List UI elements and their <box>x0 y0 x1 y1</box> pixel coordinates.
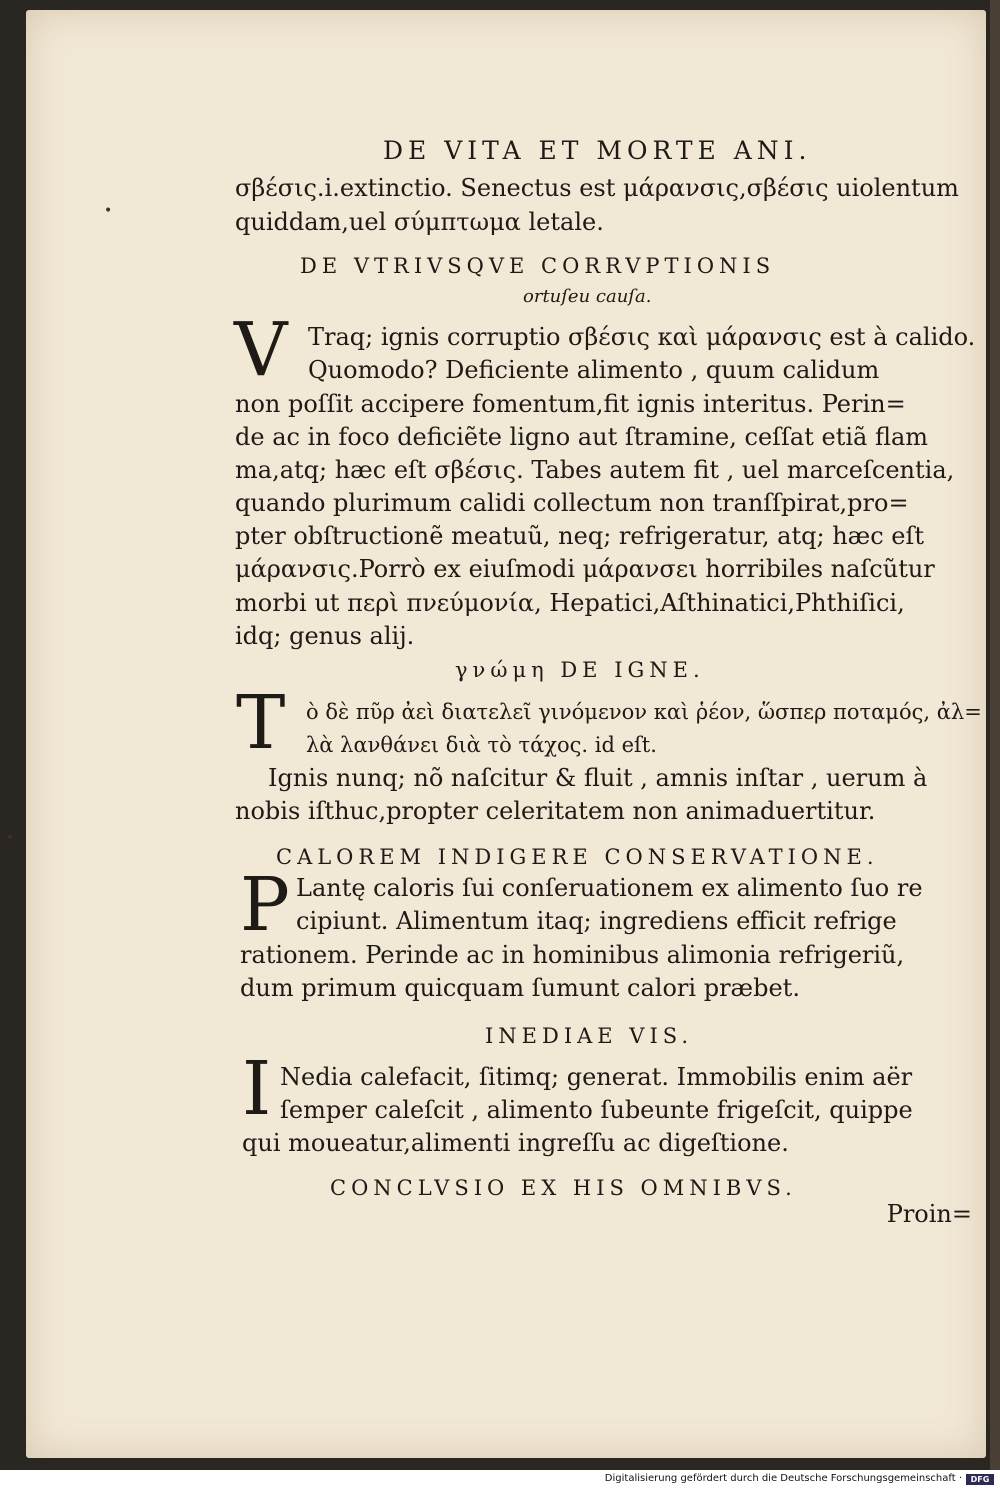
section-heading: INEDIAE VIS. <box>485 1024 694 1048</box>
text-line: quiddam,uel σύμπτωμα letale. <box>235 208 604 236</box>
text-line: morbi ut περὶ πνεύμονία, Hepatici,Aſthinatici,Phthiſici, <box>235 589 905 617</box>
text-line: Quomodo? Deficiente alimento , quum calidum <box>308 356 880 384</box>
text-line: σβέσις.i.extinctio. Senectus est μάρανσις,σβέσις uiolentum <box>235 174 959 202</box>
text-line: rationem. Perinde ac in hominibus alimonia refrigeriũ, <box>240 941 905 969</box>
footer-bar <box>0 1470 1000 1489</box>
text-line: pter obſtructionẽ meatuũ, neq; refrigeratur, atq; hæc eſt <box>235 522 925 550</box>
catchword: Proin= <box>886 1200 972 1228</box>
drop-capital: V <box>234 307 288 393</box>
text-line: de ac in foco deficiẽte ligno aut ſtramine, ceſſat etiã flam <box>235 423 929 451</box>
text-line: quando plurimum calidi collectum non tranſſpirat,pro= <box>235 489 909 517</box>
text-line: nobis iſthuc,propter celeritatem non animaduertitur. <box>235 797 876 825</box>
text-line: cipiunt. Alimentum itaq; ingrediens efficit refrige <box>296 907 897 935</box>
page-edge <box>990 0 1000 1470</box>
text-line: Ignis nunq; nõ naſcitur & fluit , amnis inſtar , uerum à <box>268 764 928 792</box>
text-line: ſemper caleſcit , alimento ſubeunte frigeſcit, quippe <box>280 1096 913 1124</box>
section-heading: γνώμη DE IGNE. <box>455 658 705 682</box>
greek-text-line: λὰ λανθάνει διὰ τὸ τάχος. id eſt. <box>306 733 657 757</box>
text-line: dum primum quicquam ſumunt calori præbet. <box>240 974 800 1002</box>
drop-capital: P <box>240 862 290 948</box>
dfg-logo: DFG <box>966 1474 994 1485</box>
text-line: Lantę caloris ſui conſeruationem ex alimento ſuo re <box>296 874 923 902</box>
section-heading: CONCLVSIO EX HIS OMNIBVS. <box>330 1176 797 1200</box>
greek-text-line: ὸ δὲ πῦρ ἀεὶ διατελεῖ γινόμενον καὶ ῥέον, ὥσπερ ποταμός, ἀλ= <box>306 700 982 724</box>
margin-mark: • <box>104 203 113 219</box>
running-header: DE VITA ET MORTE ANI. <box>383 136 812 165</box>
text-line: non poſſit accipere fomentum,fit ignis interitus. Perin= <box>235 390 906 418</box>
text-line: ma,atq; hæc eſt σβέσις. Tabes autem fit , uel marceſcentia, <box>235 456 955 484</box>
text-line: Nedia calefacit, ſitimq; generat. Immobilis enim aër <box>280 1063 913 1091</box>
text-line: qui moueatur,alimenti ingreſſu ac digeſtione. <box>242 1129 789 1157</box>
footer-credit: Digitalisierung gefördert durch die Deutsche Forschungsgemeinschaft · <box>604 1473 962 1484</box>
drop-capital: T <box>236 680 286 766</box>
drop-capital: I <box>242 1046 272 1132</box>
section-heading: CALOREM INDIGERE CONSERVATIONE. <box>276 845 879 869</box>
text-line: Traq; ignis corruptio σβέσις καὶ μάρανσις est à calido. <box>308 323 976 351</box>
section-subheading: ortuſeu cauſa. <box>523 286 652 307</box>
text-line: μάρανσις.Porrò ex eiuſmodi μάρανσει horribiles naſcũtur <box>235 555 935 583</box>
text-line: idq; genus alij. <box>235 622 415 650</box>
margin-mark: • <box>6 830 15 846</box>
section-heading: DE VTRIVSQVE CORRVPTIONIS <box>300 254 776 278</box>
